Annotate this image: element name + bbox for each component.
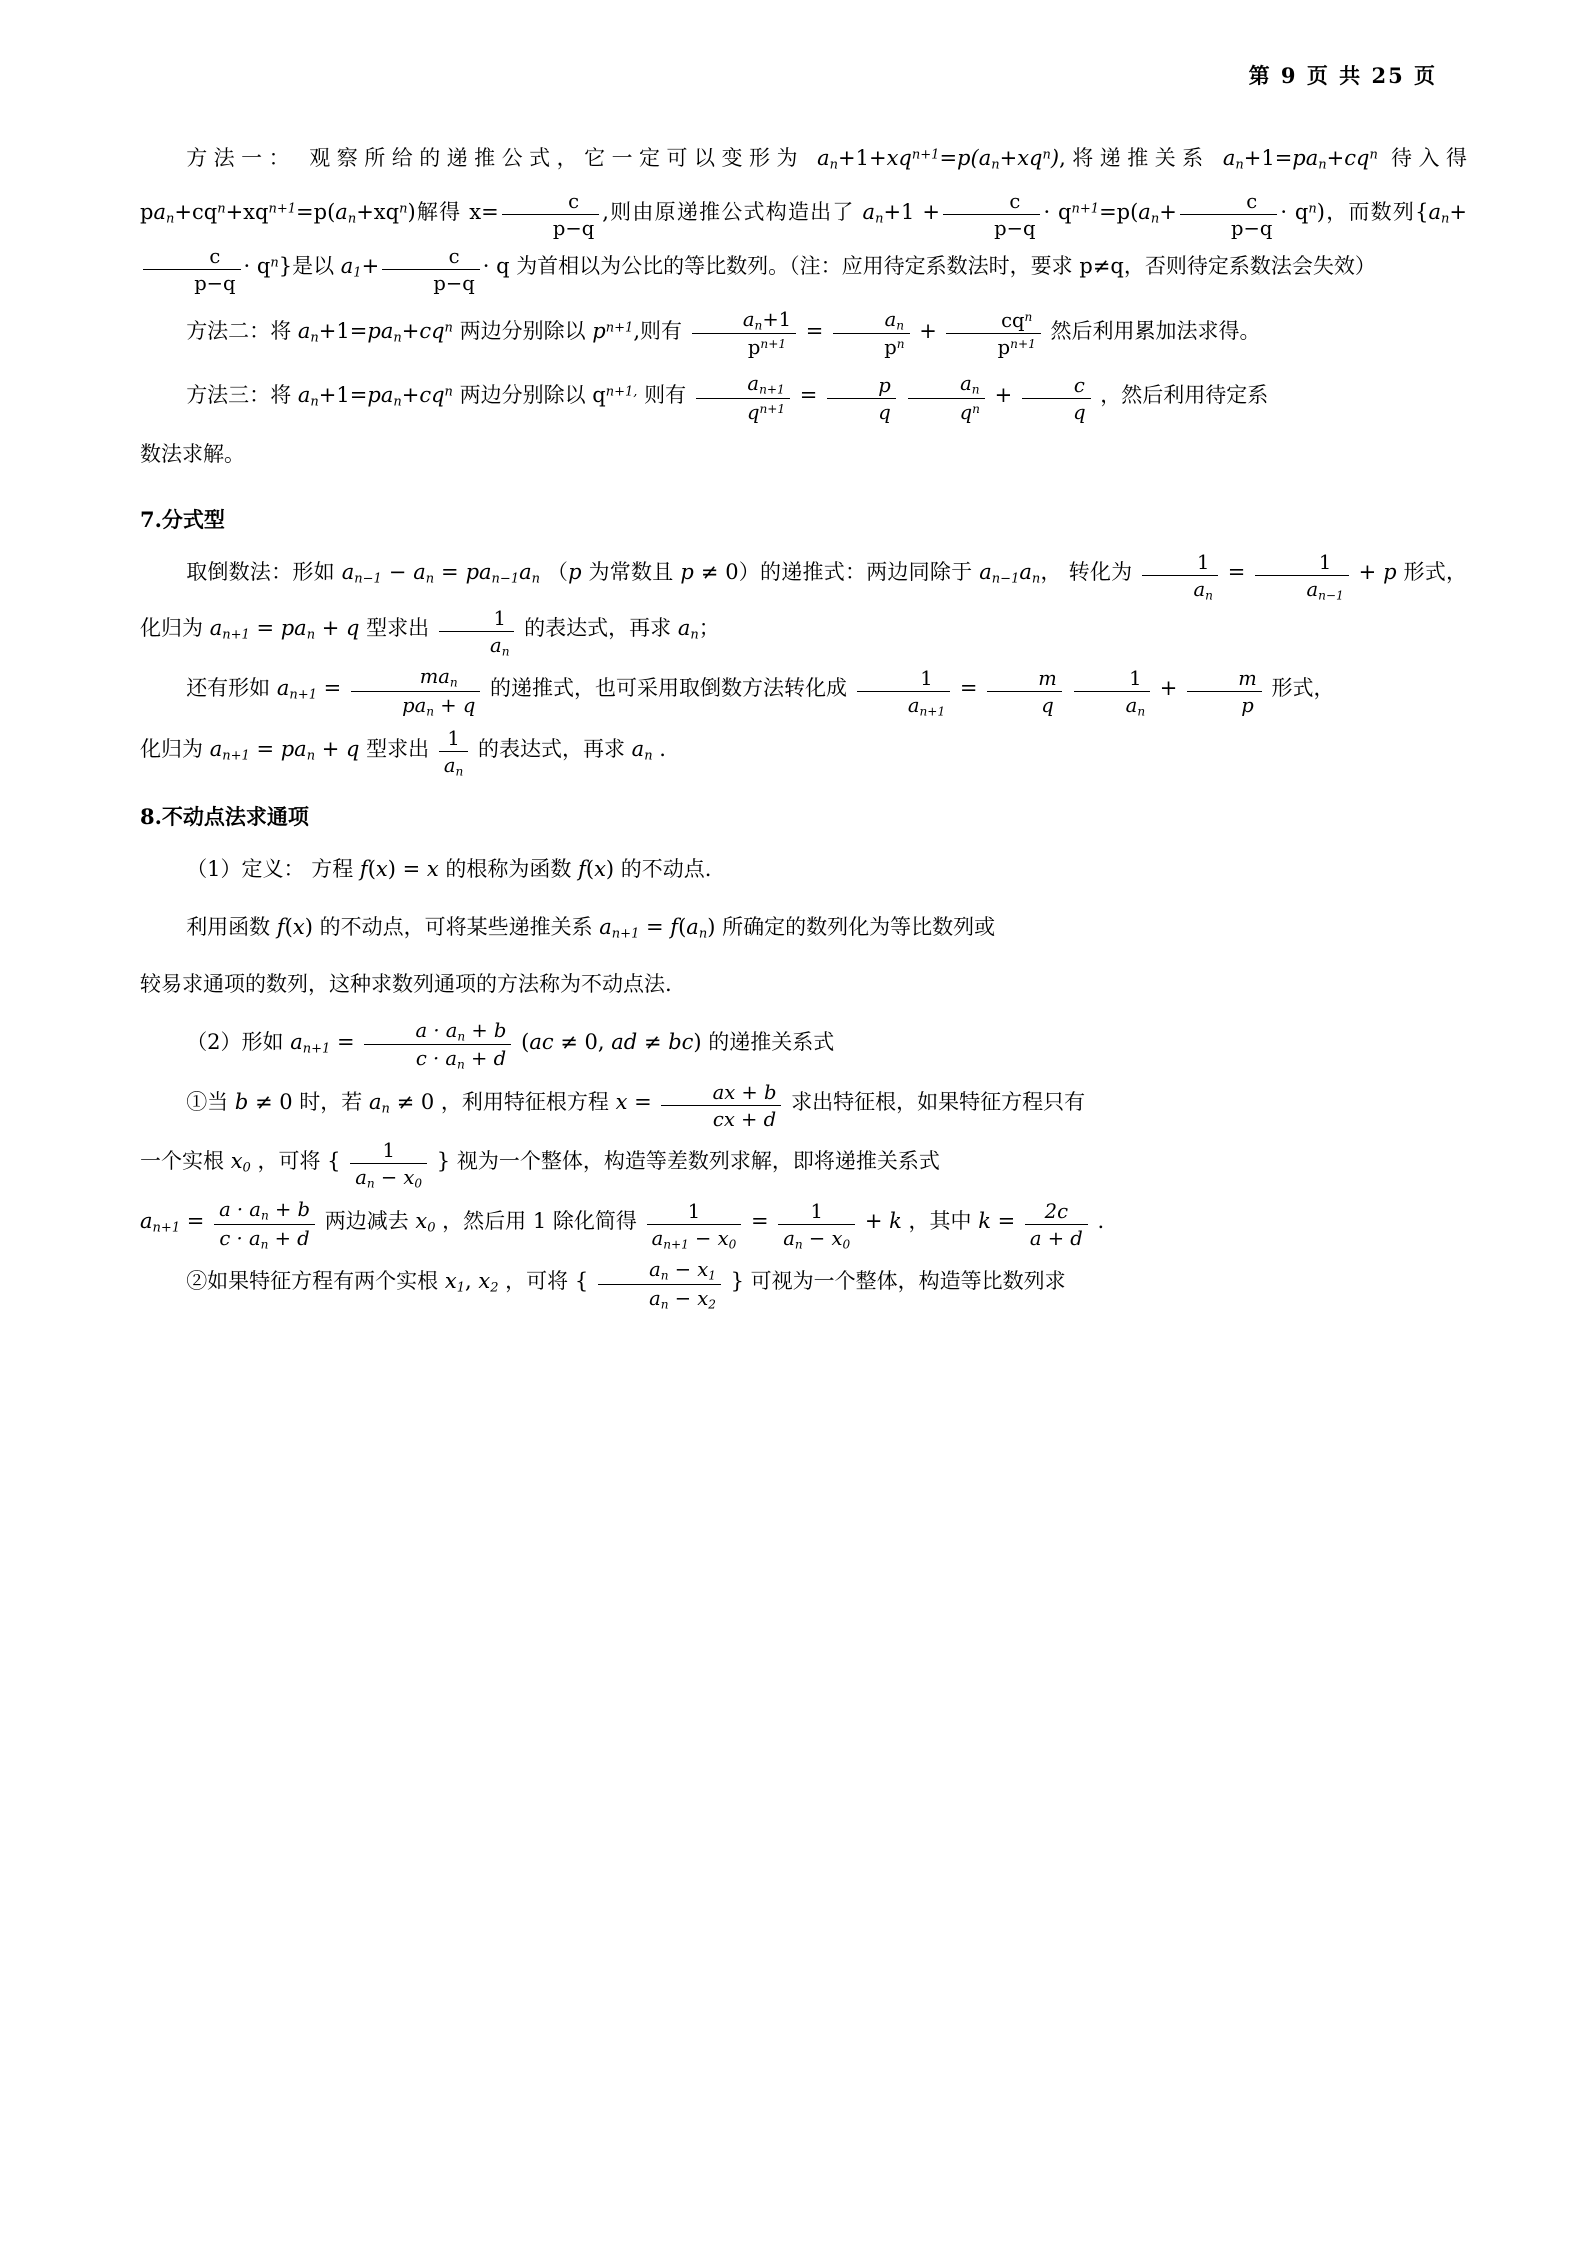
paragraph-case-one-cont1: 一个实根 $x_0$ ，可将 { $\frac{1}{a_n - x_0}$ } 视为一个整体，构造等差数列求解，即将递推关系式 <box>140 1139 940 1191</box>
paragraph-reciprocal-alt: 还有形如 $a_{n+1}$ = $\frac{ma_n}{pa_n + q}$ 的递推式，也可采用取倒数方法转化成 $\frac{1}{a_{n+1}}$ = $\frac{m}{q}$ $\frac{1}{a_n}$ + $\frac{m}{p}$ 形式， <box>186 665 1335 719</box>
paragraph-method-three-cont: 数法求解。 <box>140 442 245 467</box>
paragraph-fixed-point-usage-cont: 较易求通项的数列，这种求数列通项的方法称为不动点法. <box>140 972 672 997</box>
method-two-label: 方法二： <box>186 318 271 343</box>
paragraph-form-two: （2）形如 $a_{n+1}$ = $\frac{a \cdot a_n + b}{c \cdot a_n + d}$ (ac ≠ 0, ad ≠ bc) 的递推关系式 <box>186 1018 835 1072</box>
paragraph-method-three: 方法三：将 $a_n+1=pa_n+cq^n$ 两边分别除以 $q^{n+1,}$ 则有 $\frac{a_{n+1}}{q^{n+1}}$ = $\frac{p}{q}$ $\frac{a_n}{q^n}$ + $\frac{c}{q}$ ，然后利用待定系 <box>186 372 1269 425</box>
paragraph-reciprocal-alt-cont: 化归为 $a_{n+1} = pa_n + q$ 型求出 $\frac{1}{a_n}$ 的表达式，再求 $a_n$ . <box>140 727 666 779</box>
page-header: 第 9 页 共 25 页 <box>1248 63 1437 88</box>
heading-fixed-point: 8.不动点法求通项 <box>140 803 309 829</box>
reciprocal-method-label: 取倒数法： <box>186 559 293 584</box>
paragraph-fixed-point-usage: 利用函数 f(x) 的不动点，可将某些递推关系 $a_{n+1} = f(a_n)$ 所确定的数列化为等比数列或 <box>186 914 996 942</box>
paragraph-reciprocal-method: 取倒数法：形如 $a_{n-1} - a_n = pa_{n-1}a_n$ （p 为常数且 p ≠ 0）的递推式：两边同除于 $a_{n-1}a_n$， 转化为 $\frac{1}{a_n}$ = $\frac{1}{a_{n-1}}$ + p 形式，化归为 $a_{n+1} = pa_n + q$ 型求出 $\frac{1}{a_n}$ 的表达式，再求 $a_n$； <box>140 550 1467 659</box>
paragraph-case-one-cont2: $a_{n+1}$ = $\frac{a \cdot a_n + b}{c \cdot a_n + d}$ 两边减去 $x_0$ ，然后用 1 除化简得 $\frac{1}{a_{n+1} - x_0}$ = $\frac{1}{a_n - x_0}$ + k ，其中 k = $\frac{2c}{a + d}$ . <box>140 1197 1105 1251</box>
paragraph-case-one: ①当 b ≠ 0 时，若 $a_n \ne 0$ ，利用特征根方程 x = $\frac{ax + b}{cx + d}$ 求出特征根，如果特征方程只有 <box>186 1080 1086 1131</box>
heading-fraction-type: 7.分式型 <box>140 506 225 532</box>
paragraph-definition: （1）定义： 方程 f(x) = x 的根称为函数 f(x) 的不动点. <box>186 857 712 882</box>
paragraph-case-two: ②如果特征方程有两个实根 $x_1$, $x_2$ ，可将 { $\frac{a_n - x_1}{a_n - x_2}$ } 可视为一个整体，构造等比数列求 <box>186 1258 1066 1312</box>
paragraph-method-two: 方法二：将 $a_n+1=pa_n+cq^n$ 两边分别除以 $p^{n+1}$,则有 $\frac{a_n+1}{p^{n+1}}$ = $\frac{a_n}{p^n}$ + $\frac{cq^n}{p^{n+1}}$ 然后利用累加法求得。 <box>186 307 1261 360</box>
method-three-label: 方法三： <box>186 383 271 408</box>
method-one-label: 方法一： <box>186 146 297 170</box>
paragraph-method-one: 方法一： 观察所给的递推公式，它一定可以变形为 $a_n+1+xq^{n+1}=p(a_n+xq^n)$,将递推关系 $a_n+1=pa_n+cq^n$ 待入得 $pa_n+cq^n+xq^{n+1}=p(a_n+xq^n)$解得 x= $\frac{c}{p-q}$ ,则由原递推公式构造出了 $a_n+1$ + $\frac{c}{p-q}$ · $q^{n+1}=p(a_n+$ $\frac{c}{p-q}$ · $q^n$)，而数列{$a_n+$ $\frac{c}{p-q}$ · $q^n$}是以 $a_1+$ $\frac{c}{p-q}$ · q 为首相以为公比的等比数列。（注：应用待定系数法时，要求 p≠q，否则待定系数法会失效） <box>140 146 1467 295</box>
